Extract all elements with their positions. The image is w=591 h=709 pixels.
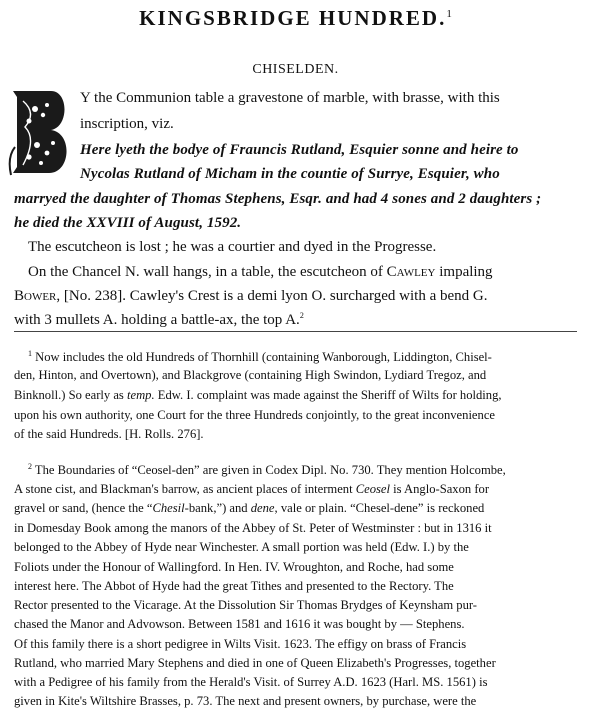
footnote-2-text-2a: A stone cist, and Blackman's barrow, as ancient places of interment [14,482,356,496]
body-line-1: Y the Communion table a gravestone of marble, with brasse, with this [80,90,500,106]
body-line-4 [28,264,493,281]
body-line-2: inscription, viz. [80,116,174,132]
footnote-2-text-3c: -bank,”) and [184,501,251,515]
footnote-2-line-2 [14,482,489,497]
page-title [0,6,591,31]
chesil-italic: Chesil [152,501,185,515]
footnote-separator [14,331,577,332]
inscription-line-4: he died the XXVIII of August, 1592. [14,215,242,231]
footnote-2-line-11: Rutland, who married Mary Stephens and died in one of Queen Elizabeth's Progresses, together [14,656,496,670]
footnote-2-line-13: given in Kite's Wiltshire Brasses, p. 73. The next and present owners, by purchase, were the [14,694,477,708]
footnote-1-line-5: of the said Hundreds. [H. Rolls. 276]. [14,427,204,441]
footnote-2-ref: 2 [299,311,304,320]
body-line-4-end: impaling [435,264,493,280]
body-line-5 [14,288,488,305]
footnote-2-line-5: belonged to the Abbey of Hyde near Winchester. A small portion was held (Edw. I.) by the [14,540,469,554]
ceosel-italic: Ceosel [355,482,391,496]
bower-smallcaps: Bower [14,288,57,304]
inscription-line-1: Here lyeth the bodye of Frauncis Rutland, Esquier sonne and heire to [80,142,519,158]
footnote-1-line-2: den, Hinton, and Overtown), and Blackgrove (containing High Swindon, Lydiard Tregoz, and [14,368,487,382]
footnote-1-line-3 [14,388,502,403]
footnote-1-line-4: upon his own authority, one Court for the three Hundreds conjointly, to the great inconvenience [14,408,496,422]
inscription-line-2: Nycolas Rutland of Micham in the countie of Surrye, Esquier, who [80,166,500,182]
inscription-line-3: marryed the daughter of Thomas Stephens, Esqr. and had 4 sones and 2 daughters ; [14,191,542,207]
body-line-6-text: with 3 mullets A. holding a battle-ax, the top A. [14,312,300,328]
body-line-4-text: On the Chancel N. wall hangs, in a table, the escutcheon of [28,264,387,280]
body-line-6 [14,311,304,329]
footnote-2-line-7: interest here. The Abbot of Hyde had the great Tithes and presented to the Rectory. The [14,579,454,593]
title-footnote-marker: 1 [446,8,452,20]
footnote-1-marker: 1 [28,349,32,358]
footnote-2-line-10: Of this family there is a short pedigree in Wilts Visit. 1623. The effigy on brass of Francis [14,637,467,651]
cawley-smallcaps: Cawley [386,264,436,280]
footnote-2-line-12: with a Pedigree of his family from the Herald's Visit. of Surrey A.D. 1623 (Harl. MS. 1561) is [14,675,488,689]
footnote-2-line-6: Foliots under the Honour of Wallingford. In Hen. IV. Wroughton, and Roche, had some [14,560,454,574]
body-line-5-text: , [No. 238]. Cawley's Crest is a demi lyon O. surcharged with a bend G. [56,288,488,304]
footnote-2-text-3a: gravel or sand, (hence the “ [14,501,153,515]
footnote-1-line-1 [28,349,492,365]
title-text: KINGSBRIDGE HUNDRED. [139,6,447,30]
footnote-2-text-3e: , vale or plain. “Chesel-dene” is reckoned [274,501,485,515]
dene-italic: dene [250,501,275,515]
footnote-1-text-3a: Binknoll.) So early as [14,388,127,402]
temp-italic: temp. [126,388,155,402]
footnote-2-marker: 2 [28,462,32,471]
body-line-3: The escutcheon is lost ; he was a courtier and dyed in the Progresse. [28,239,437,255]
footnote-2-line-4: in Domesday Book among the manors of the Abbey of St. Peter of Westminster : but in 1316 it [14,521,492,535]
section-subtitle: CHISELDEN. [252,62,339,77]
footnote-2-line-8: Rector presented to the Vicarage. At the Dissolution Sir Thomas Brydges of Keynsham pur- [14,598,478,612]
footnote-2-text-2c: is Anglo-Saxon for [390,482,490,496]
footnote-2-line-1 [28,462,506,478]
footnote-1-text-1: Now includes the old Hundreds of Thornhill (containing Wanborough, Liddington, Chisel- [32,350,492,365]
footnote-2-line-9: chased the Manor and Advowson. Between 1581 and 1616 it was bought by — Stephens. [14,617,465,631]
footnote-1-text-3c: Edw. I. complaint was made against the Sheriff of Wilts for holding, [154,388,502,402]
ornamental-dropcap-b [7,87,71,177]
footnote-2-text-1: The Boundaries of “Ceosel-den” are given in Codex Dipl. No. 730. They mention Holcombe, [32,463,506,478]
footnote-2-line-3 [14,501,484,516]
